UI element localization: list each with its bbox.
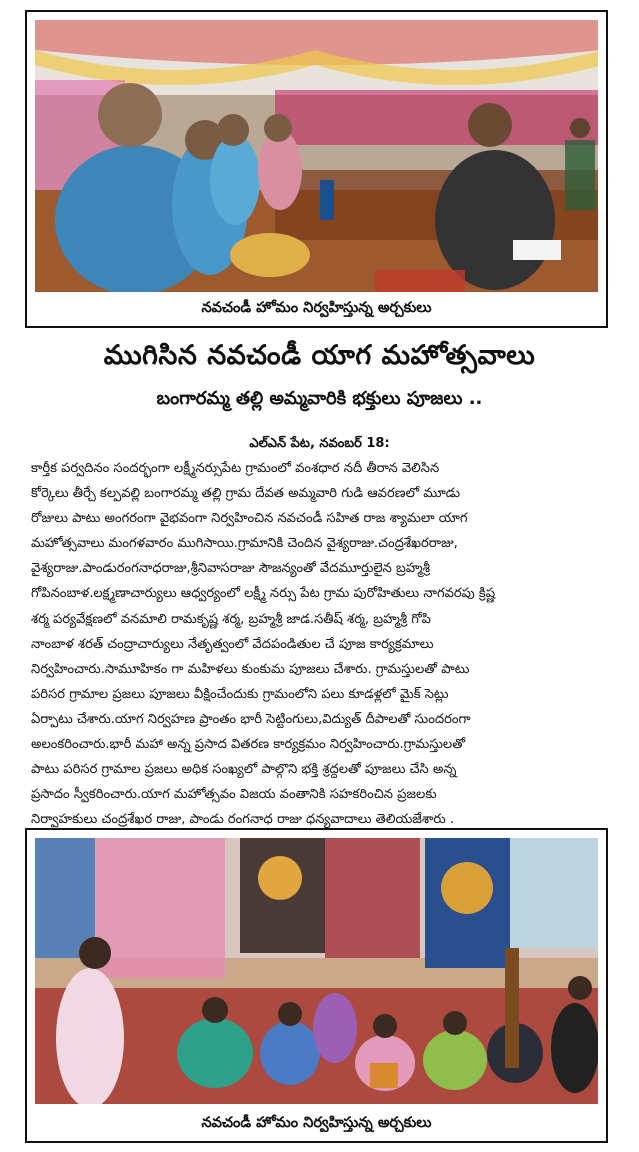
top-photo-frame bbox=[25, 10, 608, 328]
article-line: నిర్వాహకులు చంద్రశేఖర రాజు, పాండు రంగనాధ రాజు ధన్యవాదాలు తెలియజేశారు . bbox=[31, 812, 455, 828]
article-line: ప్రసాదం స్వీకరించారు.యాగ మహోత్సవం విజయ వంతానికి సహకరించిన ప్రజలకు bbox=[31, 787, 437, 803]
article-line: నిర్వహించారు.సామూహికం గా మహిళలు కుంకుమ పూజలు చేశారు. గ్రామస్తులతో పాటు bbox=[31, 661, 470, 677]
article-line: కోర్కెలు తీర్చే కల్పవల్లి బంగారమ్మ తల్లి గ్రామ దేవత అమ్మవారి గుడి ఆవరణలో మూడు bbox=[31, 486, 461, 502]
bottom-photo-frame bbox=[25, 828, 608, 1143]
top-photo-caption: నవచండీ హోమం నిర్వహిస్తున్న అర్చకులు bbox=[201, 300, 432, 316]
article-line: మహోత్సవాలు మంగళవారం ముగిసాయి.గ్రామానికి చెందిన వైశ్యరాజు.చంద్రశేఖరరాజు, bbox=[31, 536, 458, 552]
article-dateline: ఎల్ఎన్ పేట, నవంబర్ 18: bbox=[249, 436, 390, 451]
article-line: కార్తీక పర్వదినం సందర్భంగా లక్ష్మీనర్సుపేట గ్రామంలో వంశధార నదీ తీరాన వెలిసిన bbox=[31, 461, 440, 476]
article-line: రోజులు పాటు అంగరంగా వైభవంగా నిర్వహించిన నవచండీ సహిత రాజ శ్యామలా యాగ bbox=[31, 511, 468, 527]
article-line: ఏర్పాటు చేశారు.యాగ నిర్వహణ ప్రాంతం భారీ సెట్టింగులు,విద్యుత్ దీపాలతో సుందరంగా bbox=[31, 711, 471, 727]
article-body bbox=[31, 456, 608, 832]
article-line: గోపినంబాళ.లక్ష్మణాచార్యులు ఆధ్వర్యంలో లక్ష్మీ నర్సు పేట గ్రామ పురోహితులు నాగవరపు క్రిష్ణ bbox=[31, 586, 496, 602]
article-line: అలంకరించారు.భారీ మహా అన్న ప్రసాద వితరణ కార్యక్రమం నిర్వహించారు.గ్రామస్తులతో bbox=[31, 737, 465, 753]
article-subhead: బంగారమ్మ తల్లి అమ్మవారికి భక్తులు పూజలు .. bbox=[156, 388, 483, 409]
bottom-photo-caption: నవచండీ హోమం నిర్వహిస్తున్న అర్చకులు bbox=[201, 1115, 432, 1131]
ritual-photo-image bbox=[35, 20, 598, 292]
article-headline: ముగిసిన నవచండీ యాగ మహోత్సవాలు bbox=[103, 340, 536, 371]
bottom-photo bbox=[35, 838, 598, 1104]
article-line: పరిసర గ్రామాల ప్రజలు పూజలు వీక్షించేందుకు గ్రామంలోని పలు కూడళ్లలో మైక్ సెట్లు bbox=[31, 686, 449, 702]
article-line: నాంబాళ శరత్ చంద్రాచార్యులు నేతృత్వంలో వేదపండితుల చే పూజ కార్యక్రమాలు bbox=[31, 636, 434, 652]
devotees-photo-image bbox=[35, 838, 598, 1104]
article-line: పాటు పరిసర గ్రామాల ప్రజలు అధిక సంఖ్యలో పాల్గొని భక్తి శ్రద్దలతో పూజలు చేసి అన్న bbox=[31, 762, 457, 778]
article-line: వైశ్యరాజు.పాండురంగనాధరాజు,శ్రీనివాసరాజు సౌజన్యంతో వేదమూర్తులైన బ్రహ్మశ్రీ bbox=[31, 561, 430, 577]
article-line: శర్మ పర్యవేక్షణలో వనమాలి రామకృష్ణ శర్మ, బ్రహ్మశ్రీ జాడ.సతీష్ శర్మ, బ్రహ్మశ్రీ గోపి bbox=[31, 611, 431, 627]
top-photo bbox=[35, 20, 598, 292]
